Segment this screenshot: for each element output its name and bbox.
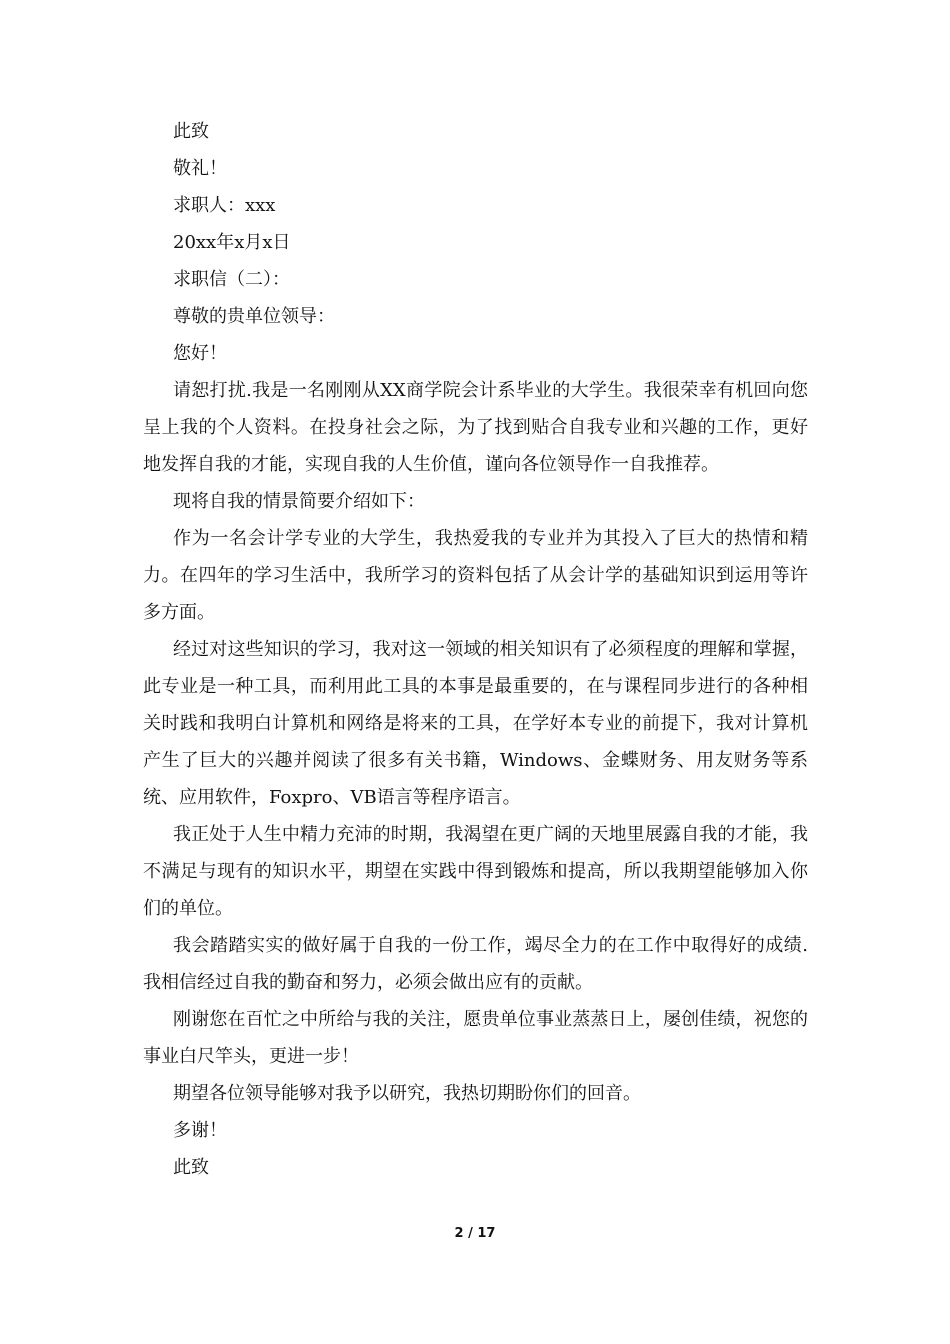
section-title: 求职信（二）： xyxy=(173,269,290,290)
paragraph-skills: 经过对这些知识的学习，我对这一领域的相关知识有了必须程度的理解和掌握，此专业是一种工具，而利用此工具的本事是最重要的，在与课程同步进行的各种相关时践和我明白计算机和网络是将来的工具，在学好本专业的前提下，我对计算机产生了巨大的兴趣并阅读了很多有关书籍，Windows、金蝶财务、用友财务等系统、应用软件，Foxpro、VB语言等程序语言。 xyxy=(143,639,808,808)
letter-body xyxy=(143,113,808,1186)
greeting: 您好！ xyxy=(173,343,227,364)
paragraph-overview: 现将自我的情景简要介绍如下： xyxy=(173,491,425,512)
closing-hope: 期望各位领导能够对我予以研究，我热切期盼你们的回音。 xyxy=(173,1083,641,1104)
paragraph-thanks: 刚谢您在百忙之中所给与我的关注，愿贵单位事业蒸蒸日上，屡创佳绩，祝您的事业白尺竿头，更进一步！ xyxy=(143,1009,808,1067)
page-number: 2 / 17 xyxy=(454,1226,496,1241)
salutation-closing: 此致 xyxy=(173,121,209,142)
closing-thanks: 多谢！ xyxy=(173,1120,227,1141)
greeting-recipient: 尊敬的贵单位领导： xyxy=(173,306,335,327)
regards: 敬礼！ xyxy=(173,158,227,179)
paragraph-intro: 请恕打扰.我是一名刚刚从XX商学院会计系毕业的大学生。我很荣幸有机回向您呈上我的个人资料。在投身社会之际，为了找到贴合自我专业和兴趣的工作，更好地发挥自我的才能，实现自我的人生价值，谨向各位领导作一自我推荐。 xyxy=(143,380,808,475)
applicant-name: 求职人：xxx xyxy=(173,195,276,216)
paragraph-major: 作为一名会计学专业的大学生，我热爱我的专业并为其投入了巨大的热情和精力。在四年的学习生活中，我所学习的资料包括了从会计学的基础知识到运用等许多方面。 xyxy=(143,528,808,623)
paragraph-commitment: 我会踏踏实实的做好属于自我的一份工作，竭尽全力的在工作中取得好的成绩.我相信经过自我的勤奋和努力，必须会做出应有的贡献。 xyxy=(143,935,808,993)
letter-date: 20xx年x月x日 xyxy=(173,232,291,253)
paragraph-aspiration: 我正处于人生中精力充沛的时期，我渴望在更广阔的天地里展露自我的才能，我不满足与现有的知识水平，期望在实践中得到锻炼和提高，所以我期望能够加入你们的单位。 xyxy=(143,824,808,919)
closing-salutation: 此致 xyxy=(173,1157,209,1178)
